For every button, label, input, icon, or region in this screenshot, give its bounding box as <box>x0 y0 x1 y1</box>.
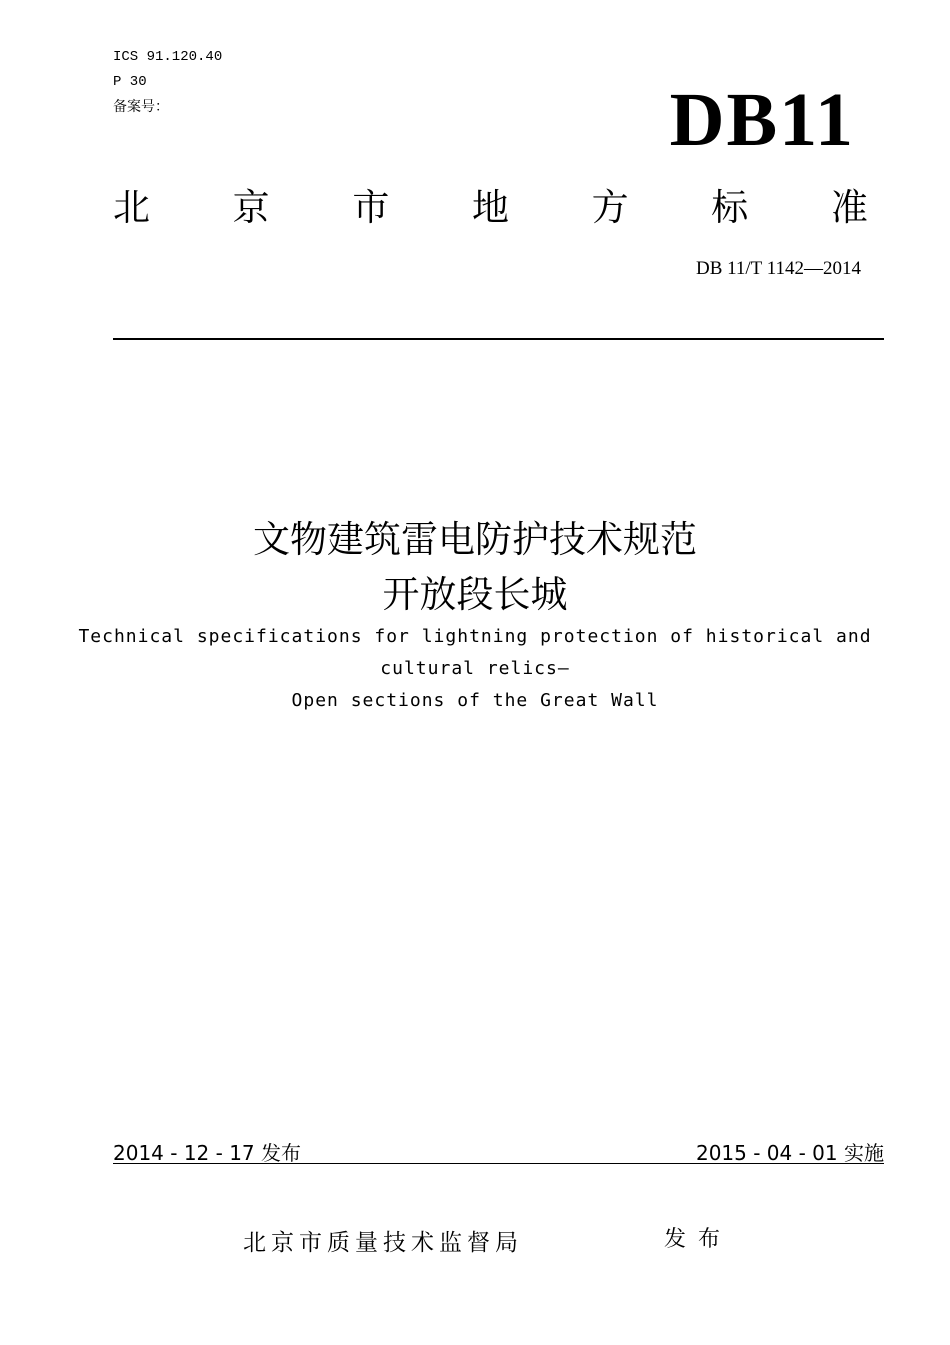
title-english-line3: Open sections of the Great Wall <box>291 690 659 711</box>
issue-label: 发布 <box>664 1227 733 1252</box>
db11-logo: DB11 <box>669 78 855 162</box>
bottom-divider <box>113 1163 884 1164</box>
standard-type-char: 准 <box>830 186 868 229</box>
standard-type-char: 方 <box>591 186 629 229</box>
top-divider <box>113 338 884 340</box>
standard-type-char: 标 <box>711 186 749 229</box>
issuing-authority: 北京市质量技术监督局 <box>243 1230 523 1256</box>
title-english-line1: Technical specifications for lightning protection of historical and <box>78 626 872 647</box>
standard-type-char: 京 <box>232 186 270 229</box>
standard-type-char: 市 <box>352 186 390 229</box>
filing-number-label: 备案号： <box>113 99 169 115</box>
title-chinese-line2: 开放段长城 <box>382 573 568 616</box>
issue-date: 2014 - 12 - 17 发布 <box>113 1141 302 1165</box>
category-code: P 30 <box>113 74 147 90</box>
standard-type-heading <box>113 186 868 230</box>
implementation-date: 2015 - 04 - 01 实施 <box>695 1141 884 1165</box>
ics-code: ICS 91.120.40 <box>113 49 223 65</box>
standard-type-char: 地 <box>471 186 509 229</box>
title-chinese-line1: 文物建筑雷电防护技术规范 <box>253 518 697 561</box>
standard-type-char: 北 <box>113 186 150 229</box>
title-english-line2: cultural relics— <box>380 658 570 679</box>
standard-number: DB 11/T 1142—2014 <box>695 258 861 279</box>
